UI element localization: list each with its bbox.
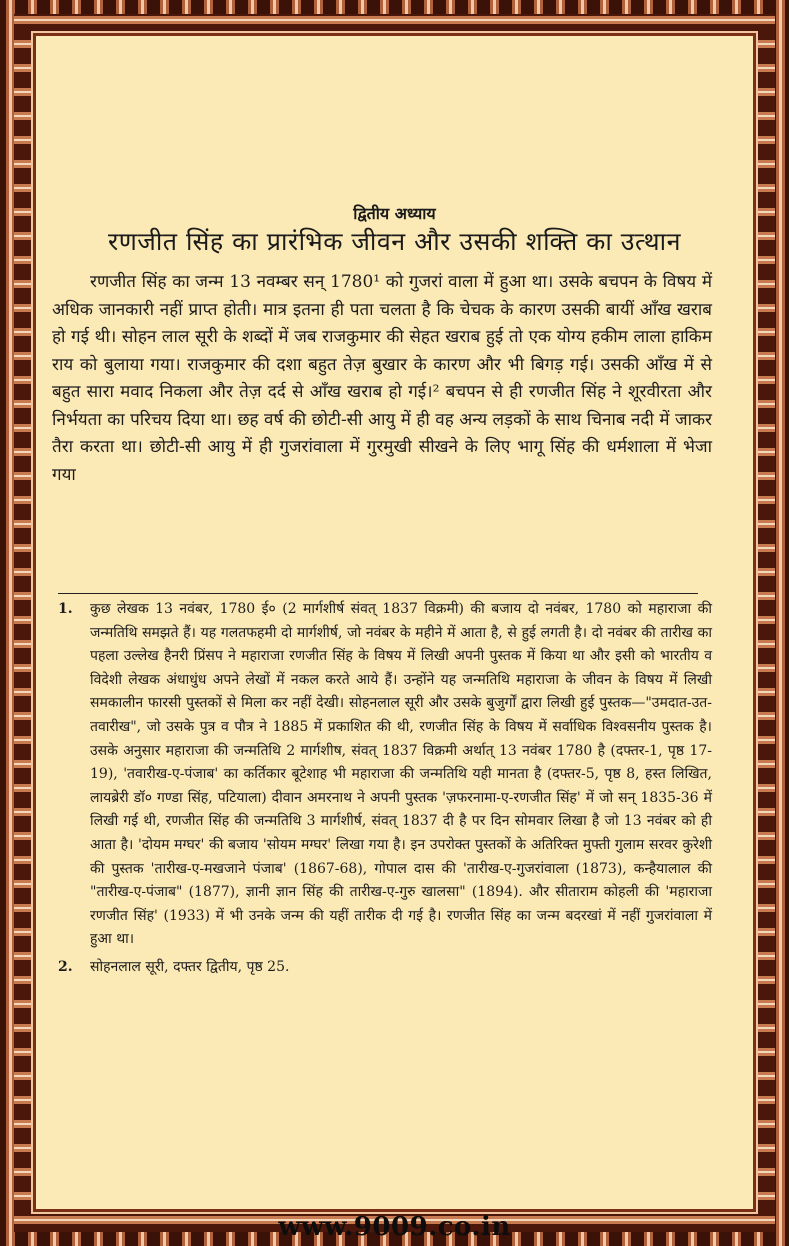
- footnote-text: सोहनलाल सूरी, दफ्तर द्वितीय, पृष्ठ 25.: [90, 958, 290, 975]
- body-paragraph: रणजीत सिंह का जन्म 13 नवम्बर सन् 1780¹ को गुजरां वाला में हुआ था। उसके बचपन के विषय में अधिक जानकारी नहीं प्राप्त होती। मात्र इतना ही पता चलता है कि चेचक के कारण उसकी बायीं आँख खराब हो गई थी। सोहन लाल सूरी के शब्दों में जब राजकुमार की सेहत खराब हुई तो एक योग्य हकीम लाला हाकिम राय को बुलाया गया। राजकुमार की दशा बहुत तेज़ बुखार के कारण और भी बिगड़ गई। उसकी आँख में से बहुत सारा मवाद निकला और तेज़ दर्द से आँख खराब हो गई।² बचपन से ही रणजीत सिंह ने शूरवीरता और निर्भयता का परिचय दिया था। छह वर्ष की छोटी-सी आयु में ही वह अन्य लड़कों के साथ चिनाब नदी में जाकर तैरा करता था। छोटी-सी आयु में ही गुजरांवाला में गुरमुखी सीखने के लिए भागू सिंह की धर्मशाला में भेजा गया: [52, 272, 712, 485]
- document-page: [36, 36, 753, 1209]
- footnote-1: [52, 598, 712, 952]
- footnotes: [52, 598, 712, 980]
- chapter-label: द्वितीय अध्याय: [353, 204, 436, 223]
- footnote-divider: [58, 593, 698, 594]
- website-watermark: www.9009.co.in: [278, 1212, 511, 1242]
- footnote-2: [52, 956, 712, 980]
- footnote-text: कुछ लेखक 13 नवंबर, 1780 ई० (2 मार्गशीर्ष संवत् 1837 विक्रमी) की बजाय दो नवंबर, 1780 को महाराजा की जन्मतिथि समझते हैं। यह गलतफहमी दो मार्गशीर्ष, जो नवंबर के महीने में आता है, से हुई लगती है। दो नवंबर की तारीख का पहला उल्लेख हैनरी प्रिंसप ने महाराजा रणजीत सिंह के विषय में लिखी अपनी पुस्तक में किया था और इसी को भारतीय व विदेशी लेखक अंधाधुंध अपने लेखों में नकल करते आये हैं। उन्होंने यह जन्मतिथि महाराजा के जीवन के विषय में लिखी समकालीन फारसी पुस्तकों से मिला कर नहीं देखी। सोहनलाल सूरी और उसके बुजुर्गों द्वारा लिखी हुई पुस्तक—"उमदात-उत-तवारीख", जो उसके पुत्र व पौत्र ने 1885 में प्रकाशित की थी, रणजीत सिंह के विषय में सर्वाधिक विश्वसनीय पुस्तक है। उसके अनुसार महाराजा की जन्मतिथि 2 मार्गशीष, संवत् 1837 विक्रमी अर्थात् 13 नवंबर 1780 है (दफ्तर-1, पृष्ठ 17-19), 'तवारीख-ए-पंजाब' का कर्तिकार बूटेशाह भी महाराजा की जन्मतिथि यही मानता है (दफ्तर-5, पृष्ठ 8, हस्त लिखित, लायब्रेरी डॉ० गण्डा सिंह, पटियाला) दीवान अमरनाथ ने अपनी पुस्तक 'ज़फरनामा-ए-रणजीत सिंह' में जो सन् 1835-36 में लिखी गई थी, रणजीत सिंह की जन्मतिथि 3 मार्गशीर्ष, संवत् 1837 दी है पर दिन सोमवार लिखा है जो 13 नवंबर को ही आता है। 'दोयम मग्घर' की बजाय 'सोयम मग्घर' लिखा गया है। इन उपरोक्त पुस्तकों के अतिरिक्त मुफ्ती गुलाम सरवर कुरेशी की पुस्तक 'तारीख-ए-मखजाने पंजाब' (1867-68), गोपाल दास की 'तारीख-ए-गुजरांवाला (1873), कन्हैयालाल की "तारीख-ए-पंजाब" (1877), ज्ञानी ज्ञान सिंह की तारीख-ए-गुरु खालसा" (1894). और सीताराम कोहली की 'महाराजा रणजीत सिंह' (1933) में भी उनके जन्म की यहीं तारीक दी गई है। रणजीत सिंह का जन्म बदरखां में नहीं गुजरांवाला में हुआ था।: [90, 601, 712, 948]
- body-text: [52, 269, 712, 489]
- footnote-number: 2.: [58, 958, 73, 975]
- footnote-number: 1.: [58, 601, 73, 617]
- chapter-title: रणजीत सिंह का प्रारंभिक जीवन और उसकी शक्ति का उत्थान: [107, 227, 682, 256]
